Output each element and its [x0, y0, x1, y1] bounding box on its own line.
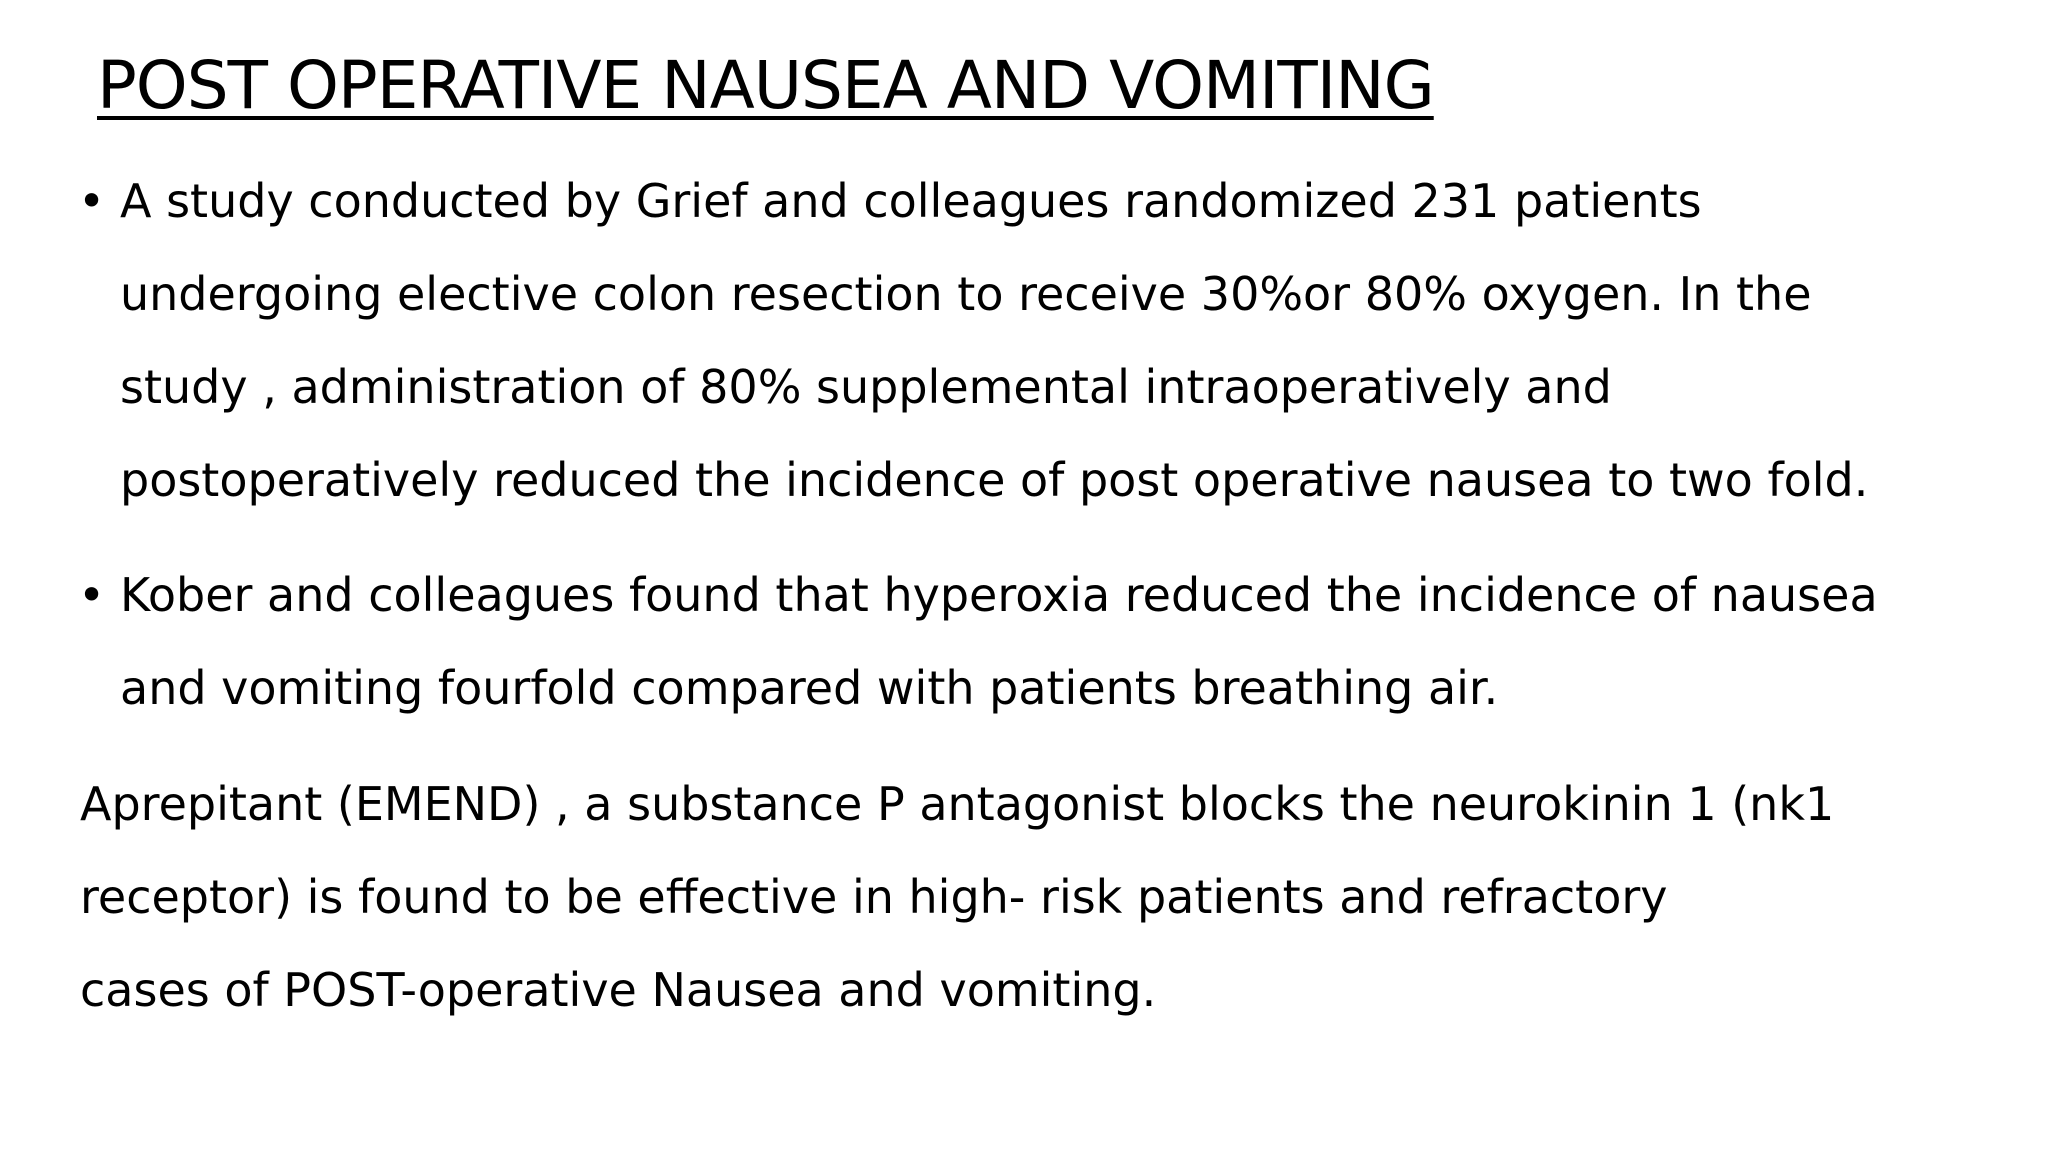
bullet-marker: •: [78, 174, 106, 228]
bullet-item-grief-study: [78, 155, 1998, 527]
bullet-text-line: study , administration of 80% supplemental intraoperatively and: [120, 360, 1612, 414]
aprepitant-paragraph: [80, 758, 1834, 1037]
bullet-text-line: and vomiting fourfold compared with patients breathing air.: [120, 661, 1499, 715]
paragraph-line: receptor) is found to be effective in high- risk patients and refractory: [80, 870, 1668, 924]
bullet-list: [78, 155, 1998, 735]
bullet-item-kober-study: [78, 549, 1998, 735]
bullet-text-line: undergoing elective colon resection to receive 30%or 80% oxygen. In the: [120, 267, 1812, 321]
paragraph-line: Aprepitant (EMEND) , a substance P antagonist blocks the neurokinin 1 (nk1: [80, 777, 1835, 831]
bullet-text-line: Kober and colleagues found that hyperoxia reduced the incidence of nausea: [120, 568, 1878, 622]
bullet-text-line: A study conducted by Grief and colleagues randomized 231 patients: [120, 174, 1702, 228]
bullet-text-line: postoperatively reduced the incidence of post operative nausea to two fold.: [120, 453, 1869, 507]
bullet-marker: •: [78, 568, 106, 622]
paragraph-line: cases of POST-operative Nausea and vomiting.: [80, 963, 1157, 1017]
slide-title: POST OPERATIVE NAUSEA AND VOMITING: [97, 47, 1434, 124]
